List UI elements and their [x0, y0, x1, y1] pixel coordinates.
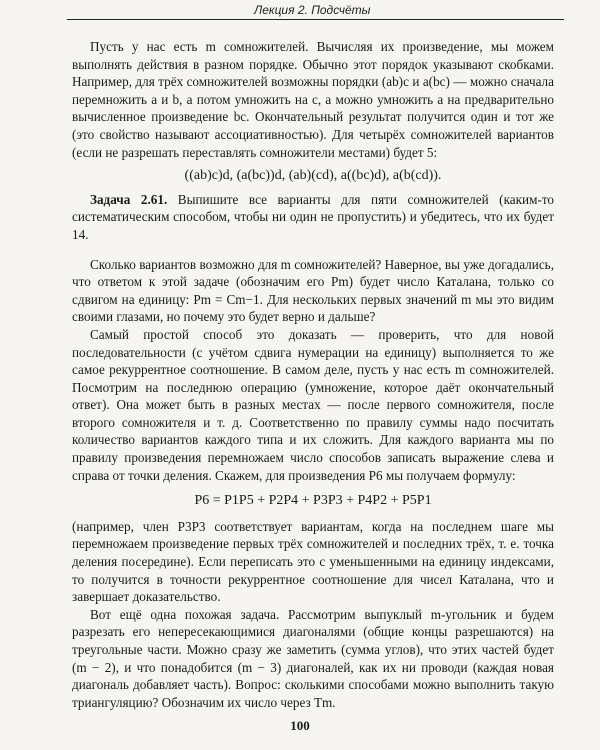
paragraph-2: Сколько вариантов возможно для m сомножителей? Наверное, вы уже догадались, что ответом к этой задаче (обозначим его Pm) будет число Каталана, только со сдвигом на единицу: Pm = Cm−1. Для нескольких первых значений m мы это видим своими глазами, но почему это будет верно и дальше? — [72, 256, 554, 325]
formula-four-factors: ((ab)c)d, (a(bc))d, (ab)(cd), a((bc)d), a(b(cd)). — [184, 168, 442, 184]
task-paragraph — [72, 191, 554, 244]
paragraph-1: Пусть у нас есть m сомножителей. Вычисляя их произведение, мы можем выполнять действия в разном порядке. Обычно этот порядок указывают скобками. Например, для трёх сомножителей возможны порядки (ab)c и a(bc) — можно сначала перемножить a и b, а потом умножить на c, а можно умножить a на предварительно вычисленное произведение bc. Окончательный результат получится один и тот же (это свойство называют ассоциативностью). Для четырёх сомножителей вариантов (если не разрешать переставлять сомножители местами) будет 5: — [72, 39, 554, 160]
page-body — [72, 38, 554, 711]
paragraph-4: (например, член P3P3 соответствует вариантам, когда на последнем шаге мы перемножаем произведение первых трёх сомножителей и последних трёх, т. е. точка деления посередине). Если переписать это с уменьшенными на единицу индексами, то получится в точности рекуррентное соотношение для чисел Каталана, что и завершает доказательство. — [72, 518, 554, 605]
running-header — [0, 0, 600, 22]
page-number: 100 — [290, 718, 310, 733]
paragraph-3: Самый простой способ это доказать — проверить, что для новой последовательности (с учётом сдвига нумерации на единицу) выполняется то же самое рекуррентное соотношение. В самом деле, пусть у нас есть m сомножителей. Посмотрим на последнюю операцию (умножение, которое даёт окончательный ответ). Она может быть в разных местах — после первого сомножителя, после второго сомножителя и т. д. Соответственно по правилу суммы надо посчитать количество вариантов каждого типа и их сложить. Для каждого варианта мы по правилу произведения перемножаем число способов записать выражение слева и справа от точки деления. Скажем, для произведения P6 мы получаем формулу: — [72, 326, 554, 483]
header-title: Лекция 2. Подсчёты — [254, 3, 371, 17]
header-rule — [67, 19, 564, 20]
task-text: Выпишите все варианты для пяти сомножителей (каким-то систематическим способом, чтобы ни один не пропустить) и убедитесь, что их будет 14. — [72, 191, 555, 242]
formula-p6: P6 = P1P5 + P2P4 + P3P3 + P4P2 + P5P1 — [194, 493, 432, 509]
task-label: Задача 2.61. — [90, 191, 168, 207]
paragraph-5: Вот ещё одна похожая задача. Рассмотрим выпуклый m-угольник и будем разрезать его непересекающимися диагоналями (общие концы разрешаются) на треугольные части. Можно сразу же заметить (сумма углов), что этих частей будет (m − 2), и что понадобится (m − 3) диагоналей, как их ни проводи (каждая новая диагональ добавляет часть). Вопрос: сколькими способами можно выполнить такую триангуляцию? Обозначим их число через Tm. — [72, 606, 554, 710]
